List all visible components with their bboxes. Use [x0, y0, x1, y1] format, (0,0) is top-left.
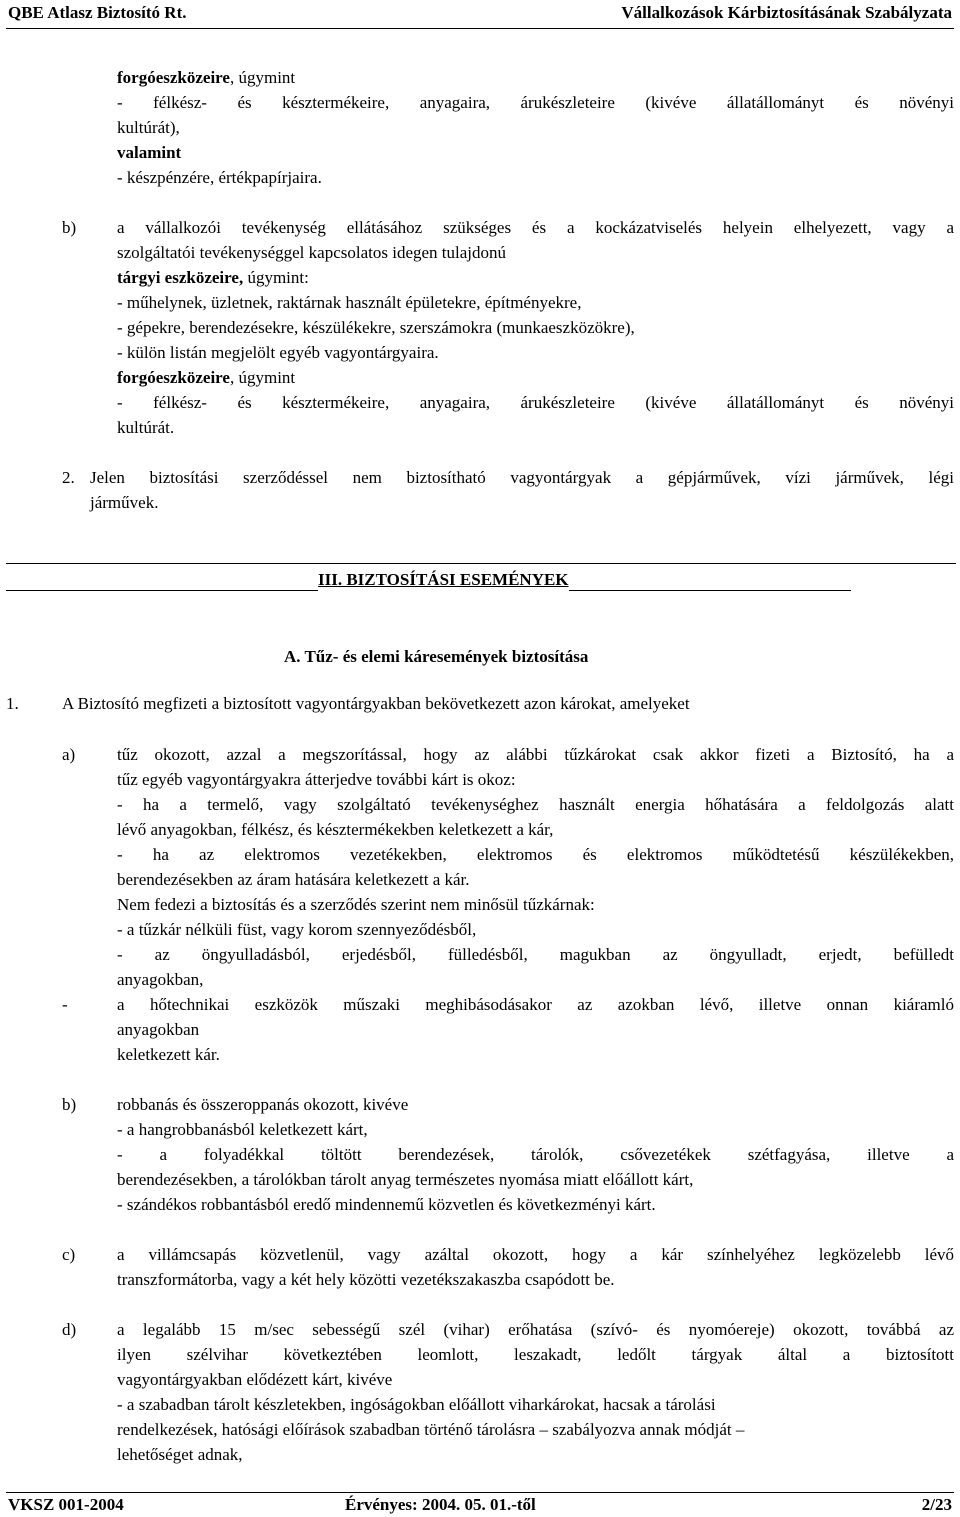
list-item: - az öngyulladásból, erjedésből, fülledésből, magukban az öngyulladt, erjedt, befülledt: [117, 945, 954, 964]
list-item: - ha a termelő, vagy szolgáltató tevékenységhez használt energia hőhatására a feldolgozás alatt: [117, 795, 954, 814]
paragraph-line: vagyontárgyakban elődézett kárt, kivéve: [117, 1370, 393, 1389]
list-marker: b): [62, 1095, 77, 1114]
list-item: - szándékos robbantásból eredő mindennemű közvetlen és következményi kárt.: [117, 1195, 656, 1214]
document-title: Vállalkozások Kárbiztosításának Szabályzata: [621, 3, 952, 22]
paragraph-line: rendelkezések, hatósági előírások szabadban történő tárolásra – szabályozva annak módját –: [117, 1420, 745, 1439]
document-code: VKSZ 001-2004: [8, 1495, 124, 1514]
text-span: , úgymint: [229, 368, 296, 387]
paragraph-line: kultúrát),: [117, 118, 180, 137]
paragraph-line: anyagokban: [117, 1020, 200, 1039]
section-rule: [6, 563, 956, 564]
paragraph-line: Nem fedezi a biztosítás és a szerződés szerint nem minősül tűzkárnak:: [117, 895, 595, 914]
paragraph-line: A Biztosító megfizeti a biztosított vagyontárgyakban bekövetkezett azon károkat, amelyeket: [62, 694, 690, 713]
text-span: , úgymint: [229, 68, 296, 87]
paragraph-line: transzformátorba, vagy a két hely közötti vezetékszakaszba csapódott be.: [117, 1270, 615, 1289]
page-footer: [6, 1492, 954, 1517]
company-name: QBE Atlasz Biztosító Rt.: [8, 3, 187, 22]
paragraph-line: [117, 268, 309, 288]
page-header: [6, 0, 954, 29]
bold-term: forgóeszközeire: [117, 68, 230, 87]
list-item: a hőtechnikai eszközök műszaki meghibásodásakor az azokban lévő, illetve onnan kiáramló: [117, 995, 954, 1014]
paragraph-line: Jelen biztosítási szerződéssel nem biztosítható vagyontárgyak a gépjárművek, vízi járművek, légi: [90, 468, 954, 487]
subsection-title: A. Tűz- és elemi káresemények biztosítása: [284, 647, 589, 666]
list-item: - a szabadban tárolt készletekben, ingóságokban előállott viharkárokat, hacsak a tárolási: [117, 1395, 716, 1414]
list-item: - a folyadékkal töltött berendezések, tárolók, csővezetékek szétfagyása, illetve a: [117, 1145, 954, 1164]
paragraph-line: - félkész- és késztermékeire, anyagaira, árukészleteire (kivéve állatállományt és növényi: [117, 93, 954, 112]
paragraph-line: járművek.: [90, 493, 159, 512]
paragraph-line: lévő anyagokban, félkész, és késztermékekben keletkezett a kár,: [117, 820, 554, 839]
list-item: - félkész- és késztermékeire, anyagaira, árukészleteire (kivéve állatállományt és növényi: [117, 393, 954, 412]
paragraph-line: lehetőséget adnak,: [117, 1445, 243, 1464]
paragraph-line: keletkezett kár.: [117, 1045, 220, 1064]
list-marker: 2.: [62, 468, 75, 487]
list-marker: 1.: [6, 694, 19, 713]
paragraph-line: berendezésekben az áram hatására keletkezett a kár.: [117, 870, 470, 889]
paragraph-line: - készpénzére, értékpapírjaira.: [117, 168, 322, 187]
validity-date: Érvényes: 2004. 05. 01.-től: [345, 1495, 536, 1514]
list-marker: a): [62, 745, 76, 764]
list-item: - gépekre, berendezésekre, készülékekre, szerszámokra (munkaeszközökre),: [117, 318, 635, 337]
paragraph-line: ilyen szélvihar következtében leomlott, leszakadt, ledőlt tárgyak által a biztosított: [117, 1345, 954, 1364]
paragraph-line: [117, 368, 295, 388]
list-item: - külön listán megjelölt egyéb vagyontárgyaira.: [117, 343, 439, 362]
paragraph-line: a villámcsapás közvetlenül, vagy azáltal okozott, hogy a kár színhelyéhez legközelebb lévő: [117, 1245, 954, 1264]
paragraph-line: a vállalkozói tevékenység ellátásához szükséges és a kockázatviselés helyein elhelyezett, vagy a: [117, 218, 954, 237]
list-item: - műhelynek, üzletnek, raktárnak használt épületekre, építményekre,: [117, 293, 582, 312]
list-marker: d): [62, 1320, 77, 1339]
paragraph-line: tűz egyéb vagyontárgyakra átterjedve további kárt is okoz:: [117, 770, 516, 789]
list-item: - a hangrobbanásból keletkezett kárt,: [117, 1120, 368, 1139]
list-marker: b): [62, 218, 77, 237]
bold-term: tárgyi eszközeire,: [117, 268, 244, 287]
paragraph-line: szolgáltatói tevékenységgel kapcsolatos idegen tulajdonú: [117, 243, 506, 262]
paragraph-line: anyagokban,: [117, 970, 204, 989]
paragraph-line: [117, 68, 295, 88]
list-item: - ha az elektromos vezetékekben, elektromos és elektromos működtetésű készülékekben,: [117, 845, 954, 864]
paragraph-line: a legalább 15 m/sec sebességű szél (vihar) erőhatása (szívó- és nyomóereje) okozott, továbbá az: [117, 1320, 954, 1339]
bold-term: valamint: [117, 143, 182, 162]
list-item: - a tűzkár nélküli füst, vagy korom szennyeződésből,: [117, 920, 477, 939]
underline-filler: [6, 570, 318, 591]
underline-filler: [569, 570, 851, 591]
paragraph-line: robbanás és összeroppanás okozott, kivéve: [117, 1095, 409, 1114]
paragraph-line: kultúrát.: [117, 418, 175, 437]
bold-term: forgóeszközeire: [117, 368, 230, 387]
section-title: III. BIZTOSÍTÁSI ESEMÉNYEK: [318, 570, 569, 589]
page-number: 2/23: [921, 1495, 952, 1514]
text-span: úgymint:: [243, 268, 309, 287]
paragraph-line: berendezésekben, a tárolókban tárolt anyag természetes nyomása miatt előállott kárt,: [117, 1170, 694, 1189]
list-marker: -: [62, 995, 68, 1014]
paragraph-line: tűz okozott, azzal a megszorítással, hogy az alábbi tűzkárokat csak akkor fizeti a Biztosító, ha a: [117, 745, 954, 764]
list-marker: c): [62, 1245, 76, 1264]
section-heading: [6, 570, 956, 591]
